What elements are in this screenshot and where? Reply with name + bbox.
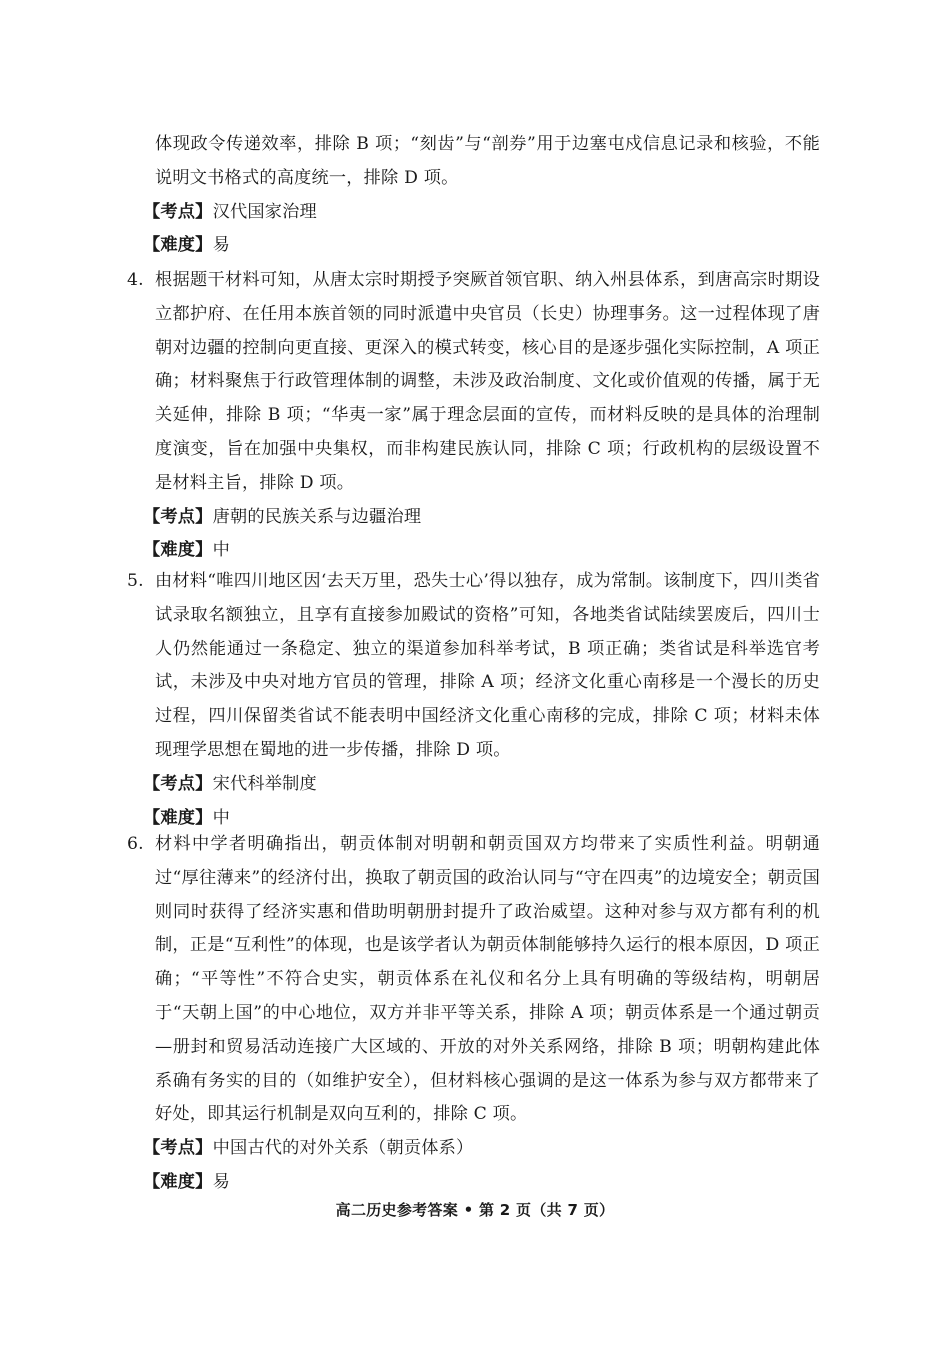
question-explanation: 根据题干材料可知，从唐太宗时期授予突厥首领官职、纳入州县体系，到唐高宗时期设立都护府、在任用本族首领的同时派遣中央官员（长史）协理事务。这一过程体现了唐朝对边疆的控制向更直接、更深入的模式转变，核心目的是逐步强化实际控制，A 项正确；材料聚焦于行政管理体制的调整，未涉及政治制度、文化或价值观的传播，属于无关延伸，排除 B 项；“华夷一家”属于理念层面的宣传，而材料反映的是具体的治理制度演变，旨在加强中央集权，而非构建民族认同，排除 C 项；行政机构的层级设置不是材料主旨，排除 D 项。 <box>155 270 820 493</box>
nandu-label: 【难度】 <box>143 807 213 828</box>
question-explanation: 材料中学者明确指出，朝贡体制对明朝和朝贡国双方均带来了实质性利益。明朝通过“厚往薄来”的经济付出，换取了朝贡国的政治认同与“守在四夷”的边境安全；朝贡国则同时获得了经济实惠和借助明朝册封提升了政治威望。这种对参与双方都有利的机制，正是“互利性”的体现，也是该学者认为朝贡体制能够持久运行的根本原因，D 项正确；“平等性”不符合史实，朝贡体系在礼仪和名分上具有明确的等级结构，明朝居于“天朝上国”的中心地位，双方并非平等关系，排除 A 项；朝贡体系是一个通过朝贡—册封和贸易活动连接广大区域的、开放的对外关系网络，排除 B 项；明朝构建此体系确有务实的目的（如维护安全），但材料核心强调的是这一体系为参与双方都带来了好处，即其运行机制是双向互利的，排除 C 项。 <box>155 834 820 1125</box>
nandu-row <box>143 229 820 263</box>
nandu-label: 【难度】 <box>143 540 213 561</box>
kaodian-label: 【考点】 <box>143 506 213 527</box>
kaodian-value: 中国古代的对外关系（朝贡体系） <box>212 1138 474 1159</box>
kaodian-row <box>143 196 820 230</box>
nandu-label: 【难度】 <box>143 1171 213 1192</box>
kaodian-label: 【考点】 <box>143 201 213 222</box>
page-footer: 高二历史参考答案 • 第 2 页（共 7 页） <box>335 1201 615 1219</box>
nandu-value: 易 <box>212 235 230 256</box>
nandu-row <box>143 1166 820 1200</box>
question-6 <box>127 828 820 1200</box>
nandu-value: 易 <box>212 1171 230 1192</box>
intro-section <box>143 128 820 263</box>
question-4 <box>127 264 820 568</box>
intro-paragraph: 体现政令传递效率，排除 B 项；“刻齿”与“剖券”用于边塞屯戍信息记录和核验，不能说明文书格式的高度统一，排除 D 项。 <box>155 134 820 188</box>
question-5 <box>127 565 820 835</box>
kaodian-label: 【考点】 <box>143 1138 213 1159</box>
nandu-label: 【难度】 <box>143 235 213 256</box>
question-explanation: 由材料“唯四川地区因‘去天万里，恐失士心’得以独存，成为常制。该制度下，四川类省试录取名额独立，且享有直接参加殿试的资格”可知，各地类省试陆续罢废后，四川士人仍然能通过一条稳定、独立的渠道参加科举考试，B 项正确；类省试是科举选官考试，未涉及中央对地方官员的管理，排除 A 项；经济文化重心南移是一个漫长的历史过程，四川保留类省试不能表明中国经济文化重心南移的完成，排除 C 项；材料未体现理学思想在蜀地的进一步传播，排除 D 项。 <box>155 571 820 760</box>
kaodian-row <box>143 1132 820 1166</box>
kaodian-value: 宋代科举制度 <box>212 773 317 794</box>
kaodian-row <box>143 501 820 535</box>
nandu-value: 中 <box>212 807 230 828</box>
question-number: 6. <box>127 834 144 854</box>
question-number: 5. <box>127 571 144 591</box>
nandu-row <box>143 534 820 568</box>
kaodian-row <box>143 768 820 802</box>
kaodian-value: 汉代国家治理 <box>212 201 317 222</box>
nandu-value: 中 <box>212 540 230 561</box>
question-number: 4. <box>127 270 144 290</box>
kaodian-value: 唐朝的民族关系与边疆治理 <box>212 506 422 527</box>
kaodian-label: 【考点】 <box>143 773 213 794</box>
